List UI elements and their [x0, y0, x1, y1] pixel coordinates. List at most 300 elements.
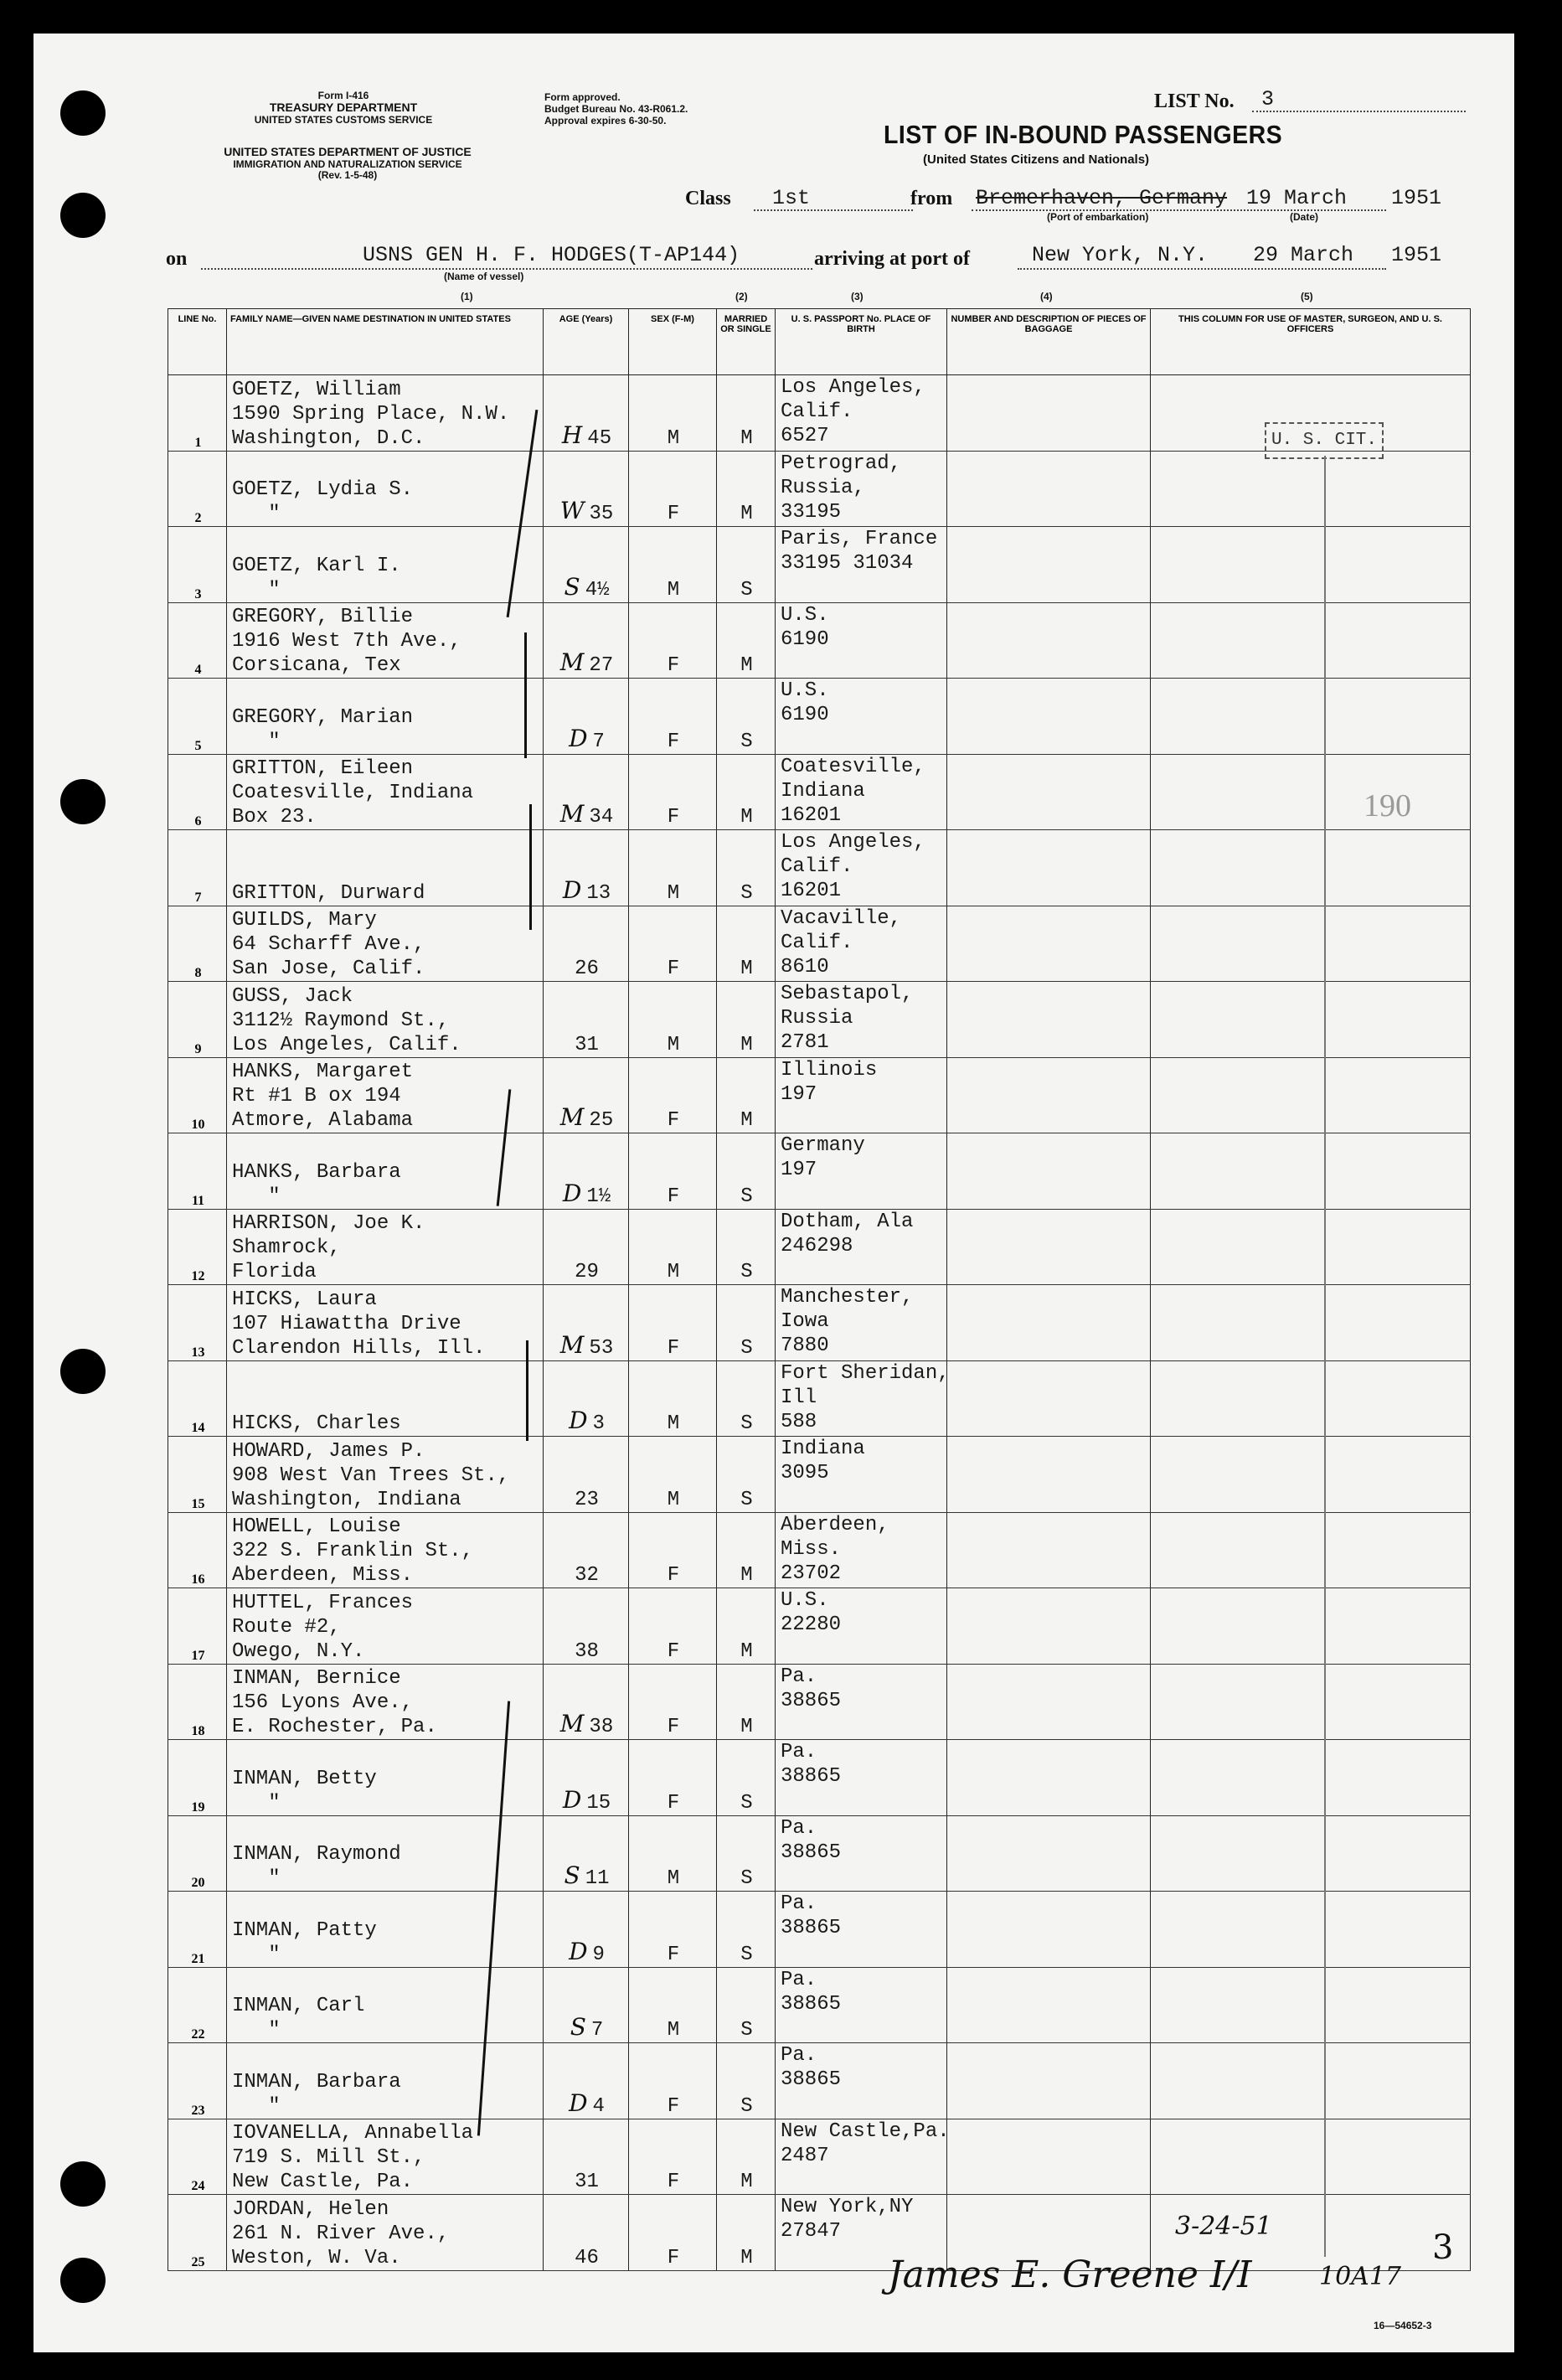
- passenger-name-destination: INMAN, Patty ": [227, 1892, 544, 1968]
- table-row: [168, 1133, 1471, 1210]
- passenger-name-destination: HANKS, Margaret Rt #1 B ox 194 Atmore, Alabama: [227, 1057, 544, 1133]
- passenger-sex: F: [629, 1133, 717, 1210]
- passenger-name-destination: INMAN, Barbara ": [227, 2043, 544, 2119]
- officer-notes: [1151, 1664, 1471, 1740]
- passenger-sex: M: [629, 527, 717, 603]
- col-caption-3: (3): [851, 291, 863, 302]
- passport-birthplace: Pa. 38865: [776, 1740, 947, 1816]
- col-caption-5: (5): [1301, 291, 1313, 302]
- passenger-sex: F: [629, 2195, 717, 2271]
- line-number: 6: [168, 754, 227, 830]
- passport-birthplace: Indiana 3095: [776, 1437, 947, 1513]
- passenger-sex: M: [629, 1437, 717, 1513]
- line-number: 13: [168, 1285, 227, 1361]
- officer-notes: [1151, 1285, 1471, 1361]
- relationship-mark: M: [559, 648, 585, 676]
- document-title: LIST OF IN-BOUND PASSENGERS: [884, 120, 1283, 149]
- marital-status: S: [717, 1892, 776, 1968]
- agency-treasury: TREASURY DEPARTMENT: [269, 101, 418, 114]
- passenger-name-destination: HOWELL, Louise 322 S. Franklin St., Aberdeen, Miss.: [227, 1512, 544, 1588]
- passport-birthplace: Pa. 38865: [776, 1892, 947, 1968]
- binder-hole: [60, 1349, 106, 1394]
- marital-status: S: [717, 1815, 776, 1892]
- passport-birthplace: Pa. 38865: [776, 1815, 947, 1892]
- form-approved: Form approved.: [544, 91, 621, 103]
- passenger-sex: M: [629, 830, 717, 906]
- officer-notes: [1151, 1967, 1471, 2043]
- list-no-value: 3: [1261, 87, 1275, 111]
- arrival-port: New York, N.Y.: [1032, 243, 1209, 267]
- passenger-age: S 11: [544, 1815, 629, 1892]
- passport-birthplace: Los Angeles, Calif. 6527: [776, 375, 947, 452]
- document-subtitle: (United States Citizens and Nationals): [923, 152, 1150, 167]
- line-number: 21: [168, 1892, 227, 1968]
- baggage: [947, 1740, 1151, 1816]
- passport-birthplace: Dotham, Ala 246298: [776, 1209, 947, 1285]
- baggage: [947, 1512, 1151, 1588]
- family-bracket: [524, 632, 527, 758]
- table-row: [168, 2119, 1471, 2195]
- list-no-line: [1252, 111, 1466, 112]
- marital-status: M: [717, 906, 776, 982]
- baggage: [947, 906, 1151, 982]
- class-line: [754, 209, 913, 211]
- passenger-age: D 9: [544, 1892, 629, 1968]
- passenger-age: W 35: [544, 451, 629, 527]
- marital-status: M: [717, 1057, 776, 1133]
- passport-birthplace: U.S. 6190: [776, 602, 947, 679]
- passenger-age: 38: [544, 1588, 629, 1665]
- officer-notes: [1151, 1588, 1471, 1665]
- marital-status: S: [717, 1967, 776, 2043]
- relationship-mark: D: [569, 724, 588, 752]
- marital-status: M: [717, 1664, 776, 1740]
- print-code: 16—54652-3: [1374, 2320, 1432, 2331]
- baggage: [947, 1967, 1151, 2043]
- table-row: [168, 830, 1471, 906]
- officer-notes: [1151, 2043, 1471, 2119]
- relationship-mark: M: [559, 1330, 585, 1359]
- marital-status: S: [717, 1285, 776, 1361]
- passport-birthplace: U.S. 6190: [776, 679, 947, 755]
- passenger-sex: F: [629, 1588, 717, 1665]
- marital-status: S: [717, 2043, 776, 2119]
- col-sex: SEX (F-M): [629, 309, 717, 375]
- table-row: [168, 1209, 1471, 1285]
- baggage: [947, 679, 1151, 755]
- on-label: on: [166, 248, 188, 270]
- review-date: 3-24-51: [1175, 2212, 1272, 2241]
- table-row: [168, 679, 1471, 755]
- relationship-mark: M: [559, 800, 585, 828]
- marital-status: M: [717, 451, 776, 527]
- passenger-name-destination: GRITTON, Eileen Coatesville, Indiana Box 23.: [227, 754, 544, 830]
- passenger-sex: M: [629, 1815, 717, 1892]
- passenger-age: 26: [544, 906, 629, 982]
- passport-birthplace: U.S. 22280: [776, 1588, 947, 1665]
- passenger-sex: F: [629, 451, 717, 527]
- passport-birthplace: Illinois 197: [776, 1057, 947, 1133]
- table-header-row: [168, 309, 1471, 375]
- passenger-sex: F: [629, 602, 717, 679]
- baggage: [947, 830, 1151, 906]
- relationship-mark: D: [569, 2088, 588, 2117]
- binder-hole: [60, 193, 106, 238]
- passenger-table: [168, 308, 1471, 2271]
- line-number: 7: [168, 830, 227, 906]
- passenger-sex: F: [629, 754, 717, 830]
- baggage: [947, 982, 1151, 1058]
- passenger-age: D 15: [544, 1740, 629, 1816]
- relationship-mark: D: [562, 1179, 582, 1207]
- passenger-name-destination: INMAN, Raymond ": [227, 1815, 544, 1892]
- officer-notes: [1151, 451, 1471, 527]
- officer-notes: [1151, 602, 1471, 679]
- baggage: [947, 1892, 1151, 1968]
- passenger-name-destination: IOVANELLA, Annabella 719 S. Mill St., New Castle, Pa.: [227, 2119, 544, 2195]
- vessel-caption: (Name of vessel): [444, 271, 524, 282]
- line-number: 4: [168, 602, 227, 679]
- form-number: Form I-416: [317, 90, 369, 101]
- officer-notes: [1151, 679, 1471, 755]
- table-row: [168, 1437, 1471, 1513]
- passport-birthplace: Coatesville, Indiana 16201: [776, 754, 947, 830]
- passenger-name-destination: INMAN, Carl ": [227, 1967, 544, 2043]
- marital-status: S: [717, 1740, 776, 1816]
- baggage: [947, 451, 1151, 527]
- marital-status: M: [717, 1588, 776, 1665]
- arriving-label: arriving at port of: [814, 248, 970, 270]
- embark-year: 1951: [1391, 186, 1442, 210]
- class-value: 1st: [772, 186, 811, 210]
- agency-customs: UNITED STATES CUSTOMS SERVICE: [254, 114, 433, 126]
- officer-signature: James E. Greene I/I: [888, 2254, 1252, 2296]
- passenger-age: 32: [544, 1512, 629, 1588]
- line-number: 14: [168, 1360, 227, 1437]
- baggage: [947, 2043, 1151, 2119]
- family-bracket: [526, 1340, 528, 1441]
- baggage: [947, 1360, 1151, 1437]
- passport-birthplace: Pa. 38865: [776, 1967, 947, 2043]
- passenger-age: H 45: [544, 375, 629, 452]
- passenger-sex: F: [629, 1892, 717, 1968]
- passenger-name-destination: HOWARD, James P. 908 West Van Trees St., Washington, Indiana: [227, 1437, 544, 1513]
- line-number: 24: [168, 2119, 227, 2195]
- marital-status: M: [717, 602, 776, 679]
- officer-notes: [1151, 1815, 1471, 1892]
- line-number: 2: [168, 451, 227, 527]
- budget-bureau: Budget Bureau No. 43-R061.2.: [544, 103, 688, 115]
- passenger-sex: M: [629, 1967, 717, 2043]
- agency-justice: UNITED STATES DEPARTMENT OF JUSTICE: [224, 145, 472, 158]
- passport-birthplace: Fort Sheridan, Ill 588: [776, 1360, 947, 1437]
- passenger-name-destination: GUILDS, Mary 64 Scharff Ave., San Jose, Calif.: [227, 906, 544, 982]
- baggage: [947, 527, 1151, 603]
- passport-birthplace: Vacaville, Calif. 8610: [776, 906, 947, 982]
- us-cit-stamp: U. S. CIT.: [1265, 422, 1384, 459]
- marital-status: M: [717, 2119, 776, 2195]
- line-number: 20: [168, 1815, 227, 1892]
- passenger-sex: F: [629, 1664, 717, 1740]
- baggage: [947, 1133, 1151, 1210]
- passenger-name-destination: GUSS, Jack 3112½ Raymond St., Los Angeles, Calif.: [227, 982, 544, 1058]
- relationship-mark: S: [564, 1861, 580, 1889]
- line-number: 8: [168, 906, 227, 982]
- table-row: [168, 2195, 1471, 2271]
- officer-notes: [1151, 982, 1471, 1058]
- col-line-no: LINE No.: [168, 309, 227, 375]
- officer-notes: [1151, 1892, 1471, 1968]
- binder-hole: [60, 90, 106, 136]
- baggage: [947, 1437, 1151, 1513]
- relationship-mark: S: [570, 2013, 586, 2041]
- table-row: [168, 1057, 1471, 1133]
- list-no-label: LIST No.: [1154, 90, 1235, 112]
- passenger-name-destination: GREGORY, Billie 1916 West 7th Ave., Corsicana, Tex: [227, 602, 544, 679]
- passenger-sex: F: [629, 1057, 717, 1133]
- form-revision: (Rev. 1-5-48): [317, 169, 378, 181]
- table-row: [168, 602, 1471, 679]
- officer-notes: [1151, 754, 1471, 830]
- marital-status: S: [717, 679, 776, 755]
- arrival-year: 1951: [1391, 243, 1442, 267]
- passport-birthplace: Pa. 38865: [776, 2043, 947, 2119]
- marital-status: S: [717, 527, 776, 603]
- line-number: 9: [168, 982, 227, 1058]
- baggage: [947, 754, 1151, 830]
- relationship-mark: D: [569, 1407, 588, 1434]
- passenger-name-destination: GOETZ, William 1590 Spring Place, N.W. Washington, D.C.: [227, 375, 544, 452]
- table-row: [168, 1360, 1471, 1437]
- passenger-age: M 34: [544, 754, 629, 830]
- passenger-age: 31: [544, 982, 629, 1058]
- table-row: [168, 754, 1471, 830]
- col-caption-1: (1): [461, 291, 473, 302]
- passport-birthplace: Aberdeen, Miss. 23702: [776, 1512, 947, 1588]
- line-number: 18: [168, 1664, 227, 1740]
- passenger-name-destination: HICKS, Charles: [227, 1360, 544, 1437]
- line-number: 12: [168, 1209, 227, 1285]
- line-number: 16: [168, 1512, 227, 1588]
- baggage: [947, 1057, 1151, 1133]
- baggage: [947, 1588, 1151, 1665]
- baggage: [947, 1285, 1151, 1361]
- passport-birthplace: Petrograd, Russia, 33195: [776, 451, 947, 527]
- line-number: 3: [168, 527, 227, 603]
- table-row: [168, 1664, 1471, 1740]
- officer-initials: 10A17: [1319, 2262, 1402, 2291]
- passport-birthplace: Manchester, Iowa 7880: [776, 1285, 947, 1361]
- table-row: [168, 1892, 1471, 1968]
- passenger-sex: F: [629, 2043, 717, 2119]
- agency-ins: IMMIGRATION AND NATURALIZATION SERVICE: [233, 158, 462, 170]
- baggage: [947, 375, 1151, 452]
- baggage: [947, 1815, 1151, 1892]
- passenger-age: D 4: [544, 2043, 629, 2119]
- line-number: 22: [168, 1967, 227, 2043]
- arrival-line: [1018, 268, 1386, 270]
- passenger-name-destination: GOETZ, Karl I. ": [227, 527, 544, 603]
- line-number: 11: [168, 1133, 227, 1210]
- table-row: [168, 1967, 1471, 2043]
- passenger-sex: M: [629, 1209, 717, 1285]
- table-row: [168, 906, 1471, 982]
- embark-date-caption: (Date): [1290, 211, 1319, 223]
- officer-notes: [1151, 1133, 1471, 1210]
- table-row: [168, 982, 1471, 1058]
- passport-birthplace: New York,NY 27847: [776, 2195, 947, 2271]
- marital-status: M: [717, 1512, 776, 1588]
- binder-hole: [60, 2258, 106, 2303]
- officer-notes: [1151, 1437, 1471, 1513]
- relationship-mark: M: [559, 1710, 585, 1737]
- passenger-sex: M: [629, 982, 717, 1058]
- passenger-name-destination: GOETZ, Lydia S. ": [227, 451, 544, 527]
- marital-status: S: [717, 830, 776, 906]
- passenger-age: M 38: [544, 1664, 629, 1740]
- col-caption-2: (2): [735, 291, 748, 302]
- marital-status: M: [717, 982, 776, 1058]
- relationship-mark: H: [561, 421, 583, 449]
- passenger-name-destination: HICKS, Laura 107 Hiawattha Drive Clarendon Hills, Ill.: [227, 1285, 544, 1361]
- baggage: [947, 1209, 1151, 1285]
- officer-notes: [1151, 830, 1471, 906]
- passenger-name-destination: HARRISON, Joe K. Shamrock, Florida: [227, 1209, 544, 1285]
- class-label: Class: [685, 188, 731, 209]
- passenger-sex: F: [629, 1512, 717, 1588]
- col-officers: THIS COLUMN FOR USE OF MASTER, SURGEON, AND U. S. OFFICERS: [1151, 309, 1471, 375]
- passenger-age: 29: [544, 1209, 629, 1285]
- relationship-mark: M: [559, 1103, 585, 1131]
- relationship-mark: S: [564, 572, 580, 601]
- passport-birthplace: Sebastapol, Russia 2781: [776, 982, 947, 1058]
- stamp-connector: [1324, 456, 1326, 2257]
- table-row: [168, 527, 1471, 603]
- passenger-sex: F: [629, 2119, 717, 2195]
- line-number: 10: [168, 1057, 227, 1133]
- col-name: FAMILY NAME—GIVEN NAME DESTINATION IN UNITED STATES: [227, 309, 544, 375]
- binder-hole: [60, 779, 106, 824]
- table-row: [168, 1588, 1471, 1665]
- col-baggage: NUMBER AND DESCRIPTION OF PIECES OF BAGGAGE: [947, 309, 1151, 375]
- relationship-mark: D: [569, 1937, 588, 1965]
- binder-hole: [60, 2161, 106, 2207]
- page-number: 3: [1432, 2228, 1454, 2267]
- family-bracket: [529, 804, 532, 930]
- passport-birthplace: New Castle,Pa. 2487: [776, 2119, 947, 2195]
- passenger-name-destination: GRITTON, Durward: [227, 830, 544, 906]
- officer-notes: [1151, 1057, 1471, 1133]
- embarkation-date: 19 March: [1246, 186, 1348, 210]
- vessel-name: USNS GEN H. F. HODGES(T-AP144): [363, 243, 740, 267]
- passenger-name-destination: HUTTEL, Frances Route #2, Owego, N.Y.: [227, 1588, 544, 1665]
- passport-birthplace: Germany 197: [776, 1133, 947, 1210]
- passenger-sex: F: [629, 1285, 717, 1361]
- arrival-date: 29 March: [1253, 243, 1354, 267]
- from-label: from: [910, 188, 953, 209]
- passenger-age: M 27: [544, 602, 629, 679]
- marital-status: M: [717, 2195, 776, 2271]
- col-age: AGE (Years): [544, 309, 629, 375]
- line-number: 19: [168, 1740, 227, 1816]
- passport-birthplace: Los Angeles, Calif. 16201: [776, 830, 947, 906]
- table-row: [168, 1512, 1471, 1588]
- table-row: [168, 1815, 1471, 1892]
- line-number: 1: [168, 375, 227, 452]
- col-caption-4: (4): [1040, 291, 1053, 302]
- officer-notes: [1151, 1209, 1471, 1285]
- col-passport: U. S. PASSPORT No. PLACE OF BIRTH: [776, 309, 947, 375]
- marital-status: M: [717, 375, 776, 452]
- passenger-name-destination: JORDAN, Helen 261 N. River Ave., Weston, W. Va.: [227, 2195, 544, 2271]
- relationship-mark: W: [559, 497, 585, 524]
- passport-birthplace: Paris, France 33195 31034: [776, 527, 947, 603]
- line-number: 25: [168, 2195, 227, 2271]
- marital-status: S: [717, 1360, 776, 1437]
- marital-status: S: [717, 1437, 776, 1513]
- officer-count: 190: [1364, 788, 1411, 823]
- passenger-age: M 25: [544, 1057, 629, 1133]
- officer-notes: [1151, 2119, 1471, 2195]
- passenger-age: 23: [544, 1437, 629, 1513]
- officer-notes: [1151, 906, 1471, 982]
- baggage: [947, 602, 1151, 679]
- table-row: [168, 1285, 1471, 1361]
- port-of-embarkation: Bremerhaven, Germany: [976, 186, 1228, 210]
- relationship-mark: D: [562, 1785, 582, 1814]
- officer-notes: [1151, 1512, 1471, 1588]
- passenger-age: 46: [544, 2195, 629, 2271]
- marital-status: M: [717, 754, 776, 830]
- passenger-age: S 4½: [544, 527, 629, 603]
- passenger-age: S 7: [544, 1967, 629, 2043]
- embark-line: [972, 209, 1386, 211]
- baggage: [947, 1664, 1151, 1740]
- embark-port-caption: (Port of embarkation): [1047, 211, 1149, 223]
- passenger-sex: F: [629, 679, 717, 755]
- passenger-name-destination: HANKS, Barbara ": [227, 1133, 544, 1210]
- line-number: 23: [168, 2043, 227, 2119]
- approval-expires: Approval expires 6-30-50.: [544, 115, 667, 126]
- line-number: 5: [168, 679, 227, 755]
- relationship-mark: D: [562, 875, 582, 904]
- table-row: [168, 2043, 1471, 2119]
- col-married: MARRIED OR SINGLE: [717, 309, 776, 375]
- passenger-age: D 7: [544, 679, 629, 755]
- officer-notes: [1151, 1360, 1471, 1437]
- passenger-age: 31: [544, 2119, 629, 2195]
- passenger-sex: F: [629, 1740, 717, 1816]
- passport-birthplace: Pa. 38865: [776, 1664, 947, 1740]
- passenger-age: D 13: [544, 830, 629, 906]
- passenger-name-destination: GREGORY, Marian ": [227, 679, 544, 755]
- baggage: [947, 2119, 1151, 2195]
- passenger-age: D 3: [544, 1360, 629, 1437]
- table-row: [168, 451, 1471, 527]
- vessel-line: [201, 268, 812, 270]
- passenger-sex: M: [629, 375, 717, 452]
- passenger-sex: M: [629, 1360, 717, 1437]
- officer-notes: [1151, 527, 1471, 603]
- officer-notes: [1151, 1740, 1471, 1816]
- passenger-age: D 1½: [544, 1133, 629, 1210]
- line-number: 15: [168, 1437, 227, 1513]
- marital-status: S: [717, 1133, 776, 1210]
- passenger-sex: F: [629, 906, 717, 982]
- table-row: [168, 1740, 1471, 1816]
- passenger-name-destination: INMAN, Bernice 156 Lyons Ave., E. Rochester, Pa.: [227, 1664, 544, 1740]
- line-number: 17: [168, 1588, 227, 1665]
